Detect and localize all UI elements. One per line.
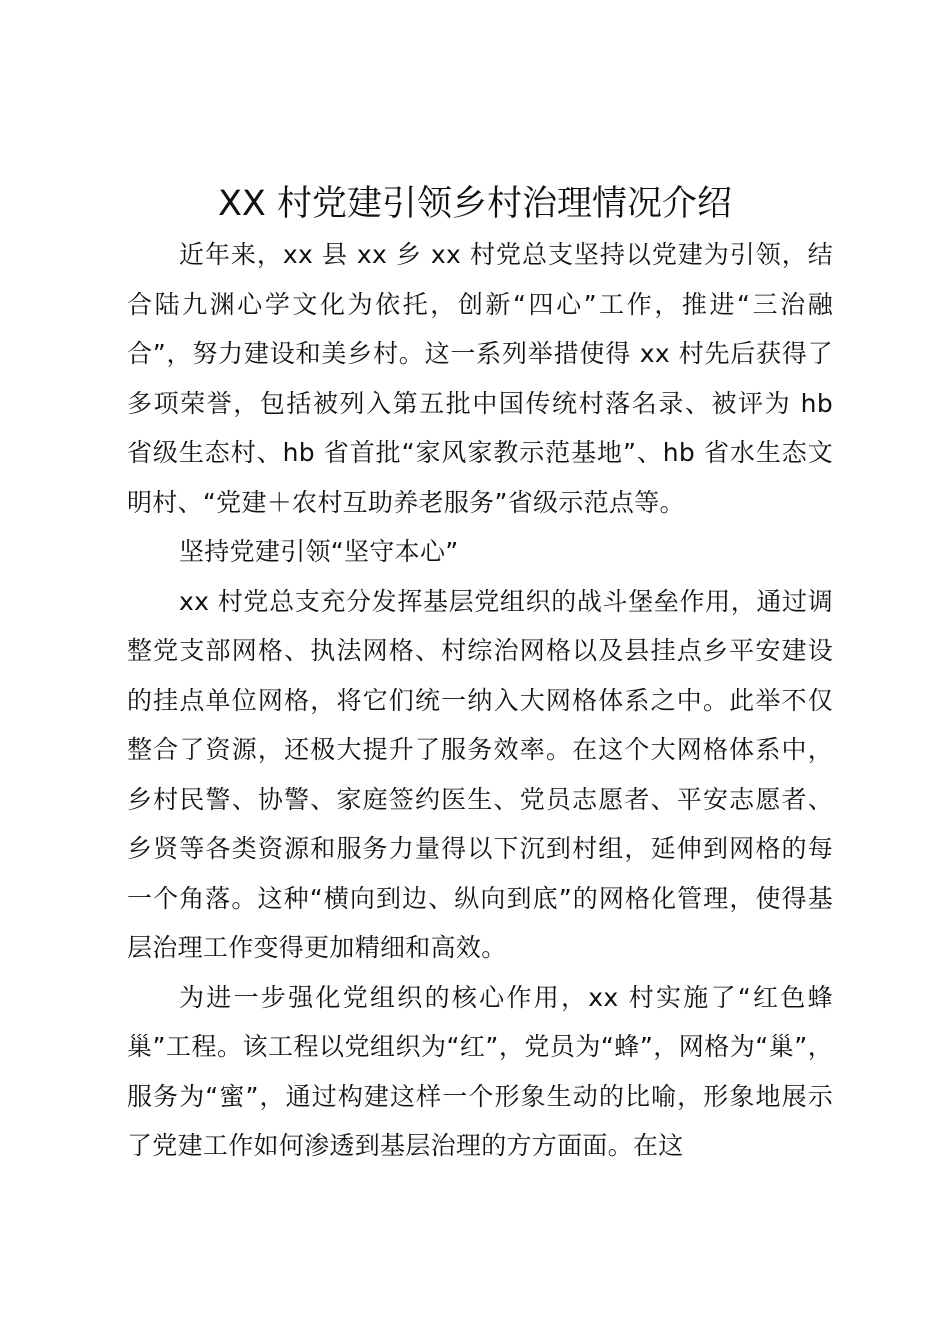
document-body — [127, 230, 833, 1171]
section-heading: 坚持党建引领“坚守本心” — [179, 537, 459, 566]
paragraph-red-hive: 为进一步强化党组织的核心作用，xx 村实施了“红色蜂巢”工程。该工程以党组织为“红”，党员为“蜂”，网格为“巢”，服务为“蜜”，通过构建这样一个形象生动的比喻，形象地展示了党建工作如何渗透到基层治理的方方面面。在这 — [127, 982, 833, 1160]
paragraph-grid-management: xx 村党总支充分发挥基层党组织的战斗堡垒作用，通过调整党支部网格、执法网格、村综治网格以及县挂点乡平安建设的挂点单位网格，将它们统一纳入大网格体系之中。此举不仅整合了资源，还极大提升了服务效率。在这个大网格体系中，乡村民警、协警、家庭签约医生、党员志愿者、平安志愿者、乡贤等各类资源和服务力量得以下沉到村组，延伸到网格的每一个角落。这种“横向到边、纵向到底”的网格化管理，使得基层治理工作变得更加精细和高效。 — [127, 586, 833, 962]
document-title: XX 村党建引领乡村治理情况介绍 — [217, 184, 733, 224]
paragraph-intro: 近年来，xx 县 xx 乡 xx 村党总支坚持以党建为引领，结合陆九渊心学文化为依托，创新“四心”工作，推进“三治融合”，努力建设和美乡村。这一系列举措使得 xx 村先后获得了多项荣誉，包括被列入第五批中国传统村落名录、被评为 hb 省级生态村、hb 省首批“家风家教示范基地”、hb 省水生态文明村、“党建＋农村互助养老服务”省级示范点等。 — [127, 240, 833, 517]
